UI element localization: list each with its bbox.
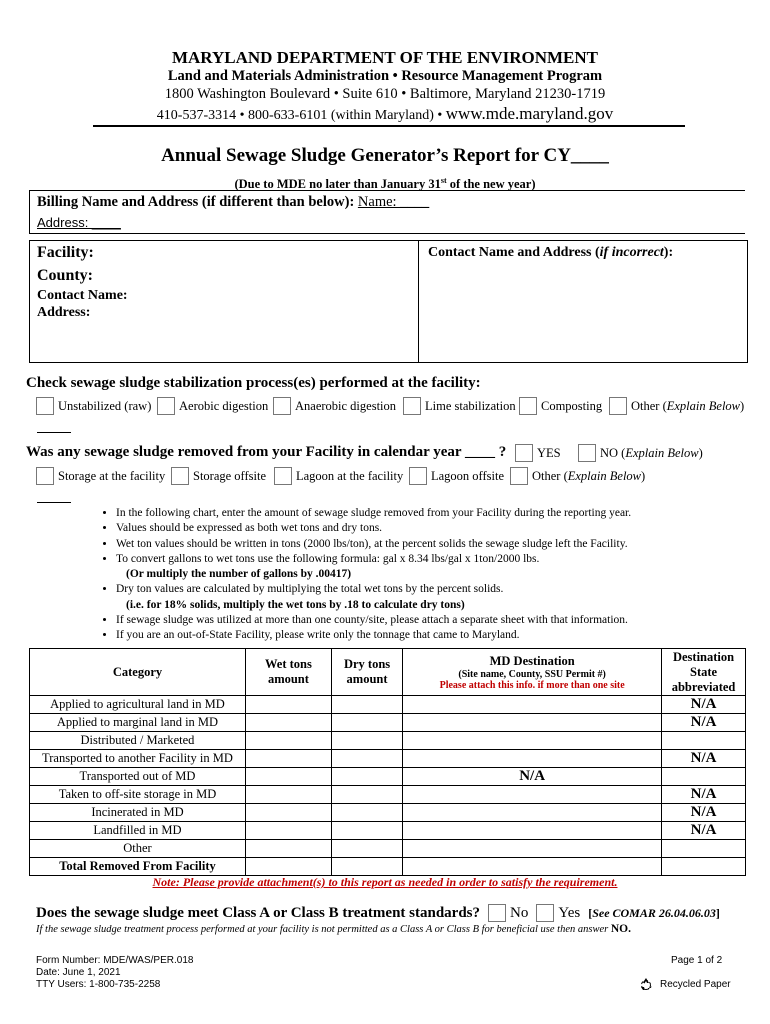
destination-state-input[interactable]: N/A (662, 696, 746, 714)
destination-state-input[interactable]: N/A (662, 822, 746, 840)
dry-tons-input[interactable] (331, 732, 402, 750)
dry-tons-input[interactable] (331, 750, 402, 768)
checkbox-other-stabilization[interactable] (609, 397, 627, 415)
category: Total Removed From Facility (30, 858, 246, 876)
contact-label: Contact Name and Address ( (428, 245, 600, 260)
table-row (30, 714, 746, 732)
md-destination-input[interactable]: N/A (403, 768, 662, 786)
category: Applied to marginal land in MD (30, 714, 246, 732)
list-item: • To convert gallons to wet tons use the following formula: gal x 8.34 lbs/gal x 1ton/2000 lbs. (116, 552, 736, 567)
table-header-row (30, 649, 746, 696)
destination-state-input[interactable] (662, 768, 746, 786)
wet-tons-input[interactable] (245, 840, 331, 858)
option-end: ) (740, 398, 745, 413)
instructions-list (100, 506, 736, 644)
bracket-open: [ (588, 905, 593, 920)
checkbox-no[interactable] (578, 444, 596, 462)
address-line: 1800 Washington Boulevard • Suite 610 • Baltimore, Maryland 21230-1719 (164, 86, 606, 102)
due-sup: st (440, 176, 447, 185)
list-item: • If you are an out-of-State Facility, please write only the tonnage that came to Maryland. (116, 628, 736, 643)
option-label: Lagoon offsite (431, 468, 505, 483)
md-dest-title: MD Destination (489, 653, 575, 668)
wet-tons-input[interactable] (245, 750, 331, 768)
destination-state-input[interactable]: N/A (662, 786, 746, 804)
wet-tons-input[interactable] (245, 696, 331, 714)
dry-tons-input[interactable] (331, 714, 402, 732)
recycle-icon (639, 977, 653, 991)
option-italic: Explain Below (666, 398, 740, 413)
option-label: Storage at the facility (58, 468, 166, 483)
list-item: • If sewage sludge was utilized at more than one county/site, please attach a separate sheet with that information. (116, 613, 736, 628)
list-item: • Wet ton values should be written in tons (2000 lbs/ton), at the percent solids the sewage sludge left the Facility. (116, 537, 736, 552)
checkbox-class-yes[interactable] (536, 904, 554, 922)
destination-state-input[interactable] (662, 840, 746, 858)
md-destination-input[interactable] (403, 732, 662, 750)
dry-tons-input[interactable] (331, 804, 402, 822)
form-title: Annual Sewage Sludge Generator’s Report for CY____ (161, 145, 609, 166)
option-class-yes[interactable] (536, 904, 580, 922)
option-label: Anaerobic digestion (295, 398, 397, 413)
category: Other (30, 840, 246, 858)
list-item: (i.e. for 18% solids, multiply the wet tons by .18 to calculate dry tons) (126, 598, 465, 611)
explain-line[interactable] (37, 502, 71, 503)
dry-tons-input[interactable] (331, 858, 402, 876)
table-row (30, 822, 746, 840)
option-composting[interactable] (519, 397, 602, 415)
md-destination-input[interactable] (403, 840, 662, 858)
yes-label: YES (537, 445, 561, 460)
option-lagoon-offsite[interactable] (409, 467, 504, 485)
wet-tons-input[interactable] (245, 732, 331, 750)
agency-title: MARYLAND DEPARTMENT OF THE ENVIRONMENT (171, 48, 599, 67)
facility-field[interactable]: Facility: (37, 244, 94, 261)
removal-table (29, 648, 746, 876)
comar-ref: See COMAR 26.04.06.03 (592, 905, 716, 920)
category: Applied to agricultural land in MD (30, 696, 246, 714)
facility-box (29, 240, 748, 363)
billing-label-line (37, 194, 429, 211)
md-dest-attach-note: Please attach this info. if more than one site (439, 679, 625, 691)
destination-state-input[interactable]: N/A (662, 714, 746, 732)
no-label: NO ( (600, 445, 626, 460)
wet-tons-input[interactable] (245, 858, 331, 876)
option-lime[interactable] (403, 397, 516, 415)
checkbox-yes[interactable] (515, 444, 533, 462)
option-storage-offsite[interactable] (171, 467, 266, 485)
option-label: Lime stabilization (425, 398, 516, 413)
md-destination-input[interactable] (403, 822, 662, 840)
destination-state-input[interactable] (662, 732, 746, 750)
md-destination-input[interactable] (403, 696, 662, 714)
option-lagoon-facility[interactable] (274, 467, 403, 485)
no-italic: Explain Below (625, 445, 699, 460)
option-no[interactable] (578, 444, 703, 462)
option-label: Storage offsite (193, 468, 267, 483)
dry-tons-input[interactable] (331, 696, 402, 714)
header-wet-tons: Wet tons amount (245, 649, 331, 696)
table-row (30, 696, 746, 714)
option-class-no[interactable] (488, 904, 528, 922)
checkbox-class-no[interactable] (488, 904, 506, 922)
checkbox-lagoon-facility[interactable] (274, 467, 292, 485)
tty-line: TTY Users: 1-800-735-2258 (36, 979, 161, 990)
option-aerobic[interactable] (157, 397, 268, 415)
facility-divider (418, 241, 419, 362)
option-anaerobic[interactable] (273, 397, 396, 415)
address-field[interactable]: Address: (37, 305, 91, 320)
destination-state-input[interactable]: N/A (662, 804, 746, 822)
list-item: • Values should be expressed as both wet tons and dry tons. (116, 521, 736, 536)
dry-tons-input[interactable] (331, 822, 402, 840)
no-end: ) (698, 445, 703, 460)
destination-state-input[interactable]: N/A (662, 750, 746, 768)
program-line: Land and Materials Administration • Resource Management Program (167, 68, 603, 84)
category: Incinerated in MD (30, 804, 246, 822)
billing-label: Billing Name and Address (if different than below): (37, 194, 355, 210)
option-label: Other ( (631, 398, 667, 413)
option-label: Lagoon at the facility (296, 468, 404, 483)
destination-state-input[interactable] (662, 858, 746, 876)
contact-end: ): (663, 245, 674, 260)
explain-line[interactable] (37, 432, 71, 433)
list-item: • In the following chart, enter the amount of sewage sludge removed from your Facility during the reporting year. (116, 506, 736, 521)
billing-name-field[interactable]: Name: ____ (357, 194, 430, 210)
option-yes[interactable] (515, 444, 561, 462)
stabilization-question: Check sewage sludge stabilization process(es) performed at the facility: (26, 375, 481, 391)
md-destination-input[interactable] (403, 804, 662, 822)
phone-numbers: 410-537-3314 • 800-633-6101 (within Maryland) • (156, 108, 446, 123)
class-note-bold: NO. (610, 923, 631, 935)
dry-tons-input[interactable] (331, 768, 402, 786)
table-row (30, 858, 746, 876)
contact-line (0, 104, 770, 124)
md-destination-input[interactable] (403, 750, 662, 768)
category: Distributed / Marketed (30, 732, 246, 750)
header-dry-tons: Dry tons amount (331, 649, 402, 696)
table-row (30, 804, 746, 822)
header-md-destination (403, 649, 662, 696)
billing-box (29, 190, 745, 234)
county-field[interactable]: County: (37, 267, 94, 284)
wet-tons-input[interactable] (245, 768, 331, 786)
checkbox-lagoon-offsite[interactable] (409, 467, 427, 485)
header-destination-state: Destination State abbreviated (662, 649, 746, 696)
table-row (30, 786, 746, 804)
billing-address-field[interactable]: Address: ____ (37, 215, 121, 230)
option-label: Other ( (532, 468, 568, 483)
md-destination-input[interactable] (403, 714, 662, 732)
wet-tons-input[interactable] (245, 714, 331, 732)
option-other-removal[interactable] (510, 467, 645, 485)
form-date: Date: June 1, 2021 (36, 967, 121, 978)
category: Landfilled in MD (30, 822, 246, 840)
form-number: Form Number: MDE/WAS/PER.018 (36, 955, 194, 966)
due-text: (Due to MDE no later than January 31 (234, 177, 441, 192)
contact-if-incorrect[interactable] (428, 245, 673, 261)
checkbox-aerobic[interactable] (157, 397, 175, 415)
checkbox-storage-facility[interactable] (36, 467, 54, 485)
class-question-line (36, 904, 720, 922)
class-note-text: If the sewage sludge treatment process performed at your facility is not permitted as a Class A or Class B for beneficial use then answer (36, 924, 611, 935)
class-question: Does the sewage sludge meet Class A or Class B treatment standards? (36, 904, 481, 921)
md-destination-input[interactable] (403, 786, 662, 804)
option-label: Composting (541, 398, 603, 413)
attachment-note: Note: Please provide attachment(s) to this report as needed in order to satisfy the requirement. (152, 875, 618, 889)
table-row (30, 840, 746, 858)
header-category: Category (30, 649, 246, 696)
option-storage-facility[interactable] (36, 467, 165, 485)
option-end: ) (641, 468, 646, 483)
list-item: • Dry ton values are calculated by multiplying the total wet tons by the percent solids. (116, 582, 736, 597)
option-italic: Explain Below (567, 468, 641, 483)
checkbox-unstabilized[interactable] (36, 397, 54, 415)
removed-question: Was any sewage sludge removed from your Facility in calendar year ____ ? (26, 444, 507, 460)
checkbox-storage-offsite[interactable] (171, 467, 189, 485)
category: Transported out of MD (30, 768, 246, 786)
page-number: Page 1 of 2 (671, 955, 723, 966)
table-row (30, 732, 746, 750)
dry-tons-input[interactable] (331, 840, 402, 858)
checkbox-lime[interactable] (403, 397, 421, 415)
checkbox-anaerobic[interactable] (273, 397, 291, 415)
contact-italic: if incorrect (599, 245, 664, 260)
wet-tons-input[interactable] (245, 804, 331, 822)
class-note (36, 923, 631, 935)
category: Taken to off-site storage in MD (30, 786, 246, 804)
bracket-close: ] (715, 905, 720, 920)
website-link[interactable]: www.mde.maryland.gov (445, 104, 614, 123)
wet-tons-input[interactable] (245, 822, 331, 840)
wet-tons-input[interactable] (245, 786, 331, 804)
recycled-paper: Recycled Paper (660, 979, 731, 990)
header-rule (93, 125, 685, 127)
option-label: Unstabilized (raw) (58, 398, 152, 413)
list-item: (Or multiply the number of gallons by .00417) (126, 568, 352, 581)
category: Transported to another Facility in MD (30, 750, 246, 768)
option-unstabilized[interactable] (36, 397, 151, 415)
checkbox-composting[interactable] (519, 397, 537, 415)
table-row (30, 750, 746, 768)
comar-reference (588, 906, 720, 921)
yes-label: Yes (558, 904, 581, 921)
md-destination-input[interactable] (403, 858, 662, 876)
dry-tons-input[interactable] (331, 786, 402, 804)
no-label: No (510, 904, 529, 921)
contact-name-field[interactable]: Contact Name: (37, 288, 128, 303)
option-other-stabilization[interactable] (609, 397, 744, 415)
checkbox-other-removal[interactable] (510, 467, 528, 485)
table-row (30, 768, 746, 786)
md-dest-sub: (Site name, County, SSU Permit #) (458, 668, 606, 680)
due-text-end: of the new year) (446, 177, 536, 192)
option-label: Aerobic digestion (179, 398, 269, 413)
